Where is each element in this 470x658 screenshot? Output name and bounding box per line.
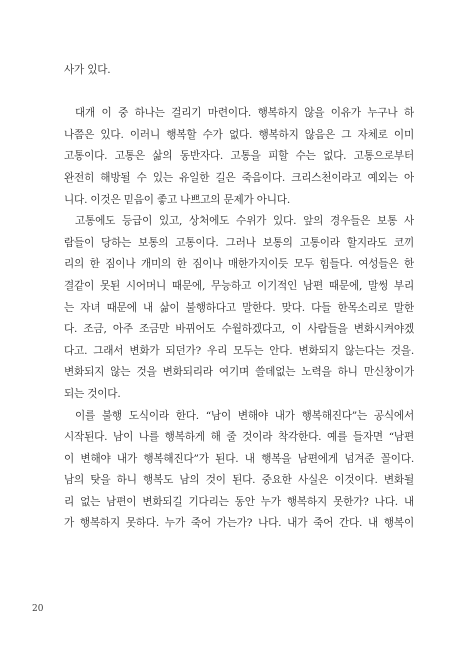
text-line: 고통에도 등급이 있고, 상처에도 수위가 있다. 앞의 경우들은 보통 사: [75, 215, 414, 228]
text-line: 람들이 당하는 보통의 고통이다. 그러나 보통의 고통이라 할지라도 코끼: [64, 236, 414, 249]
text-line: 는 자녀 때문에 내 삶이 불행하다고 말한다. 맞다. 다들 한목소리로 말한: [64, 301, 414, 314]
text-line: 다고. 그래서 변화가 되던가? 우리 모두는 안다. 변화되지 않는다는 것을.: [64, 344, 414, 357]
text-line: 시작된다. 남이 나를 행복하게 해 줄 것이라 착각한다. 예를 들자면 “남편: [64, 431, 414, 444]
text-line: 가 행복하지 못하다. 누가 죽어 가는가? 나다. 내가 죽어 간다. 내 행복이: [64, 517, 414, 530]
text-line: 되는 것이다.: [64, 387, 121, 400]
text-line: 니다. 이것은 믿음이 좋고 나쁘고의 문제가 아니다.: [64, 193, 291, 206]
text-line: 리 없는 남편이 변화되길 기다리는 동안 누가 행복하지 못한가? 나다. 내: [64, 495, 414, 508]
text-line: 완전히 해방될 수 있는 유일한 길은 죽음이다. 크리스천이라고 예외는 아: [64, 171, 414, 184]
text-line: 리의 한 짐이나 개미의 한 짐이나 매한가지이듯 모두 힘들다. 여성들은 한: [64, 258, 414, 271]
text-line: 이를 불행 도식이라 한다. “남이 변해야 내가 행복해진다”는 공식에서: [75, 409, 414, 422]
text-line: 나쯤은 있다. 이러니 행복할 수가 없다. 행복하지 않음은 그 자체로 이미: [64, 128, 414, 141]
paragraph-gap: [64, 82, 414, 104]
text-line: 고통이다. 고통은 삶의 동반자다. 고통을 피할 수는 없다. 고통으로부터: [64, 150, 414, 163]
text-line: 사가 있다.: [64, 64, 111, 76]
text-line: 남의 탓을 하니 행복도 남의 것이 된다. 중요한 사실은 이것이다. 변화될: [64, 474, 414, 487]
text-line: 이 변해야 내가 행복해진다”가 된다. 내 행복을 남편에게 넘겨준 꼴이다.: [64, 452, 414, 465]
page-body: [64, 60, 414, 535]
text-line: 변화되지 않는 것을 변화되리라 여기며 쓸데없는 노력을 하니 만신창이가: [64, 366, 414, 379]
text-line: 대개 이 중 하나는 걸리기 마련이다. 행복하지 않을 이유가 누구나 하: [75, 107, 414, 120]
text-line: 다. 조금, 아주 조금만 바뀌어도 수월하겠다고, 이 사람들을 변화시켜야겠: [64, 323, 414, 336]
page-number: 20: [32, 604, 44, 614]
text-line: 결같이 못된 시어머니 때문에, 무능하고 이기적인 남편 때문에, 말썽 부리: [64, 279, 414, 292]
